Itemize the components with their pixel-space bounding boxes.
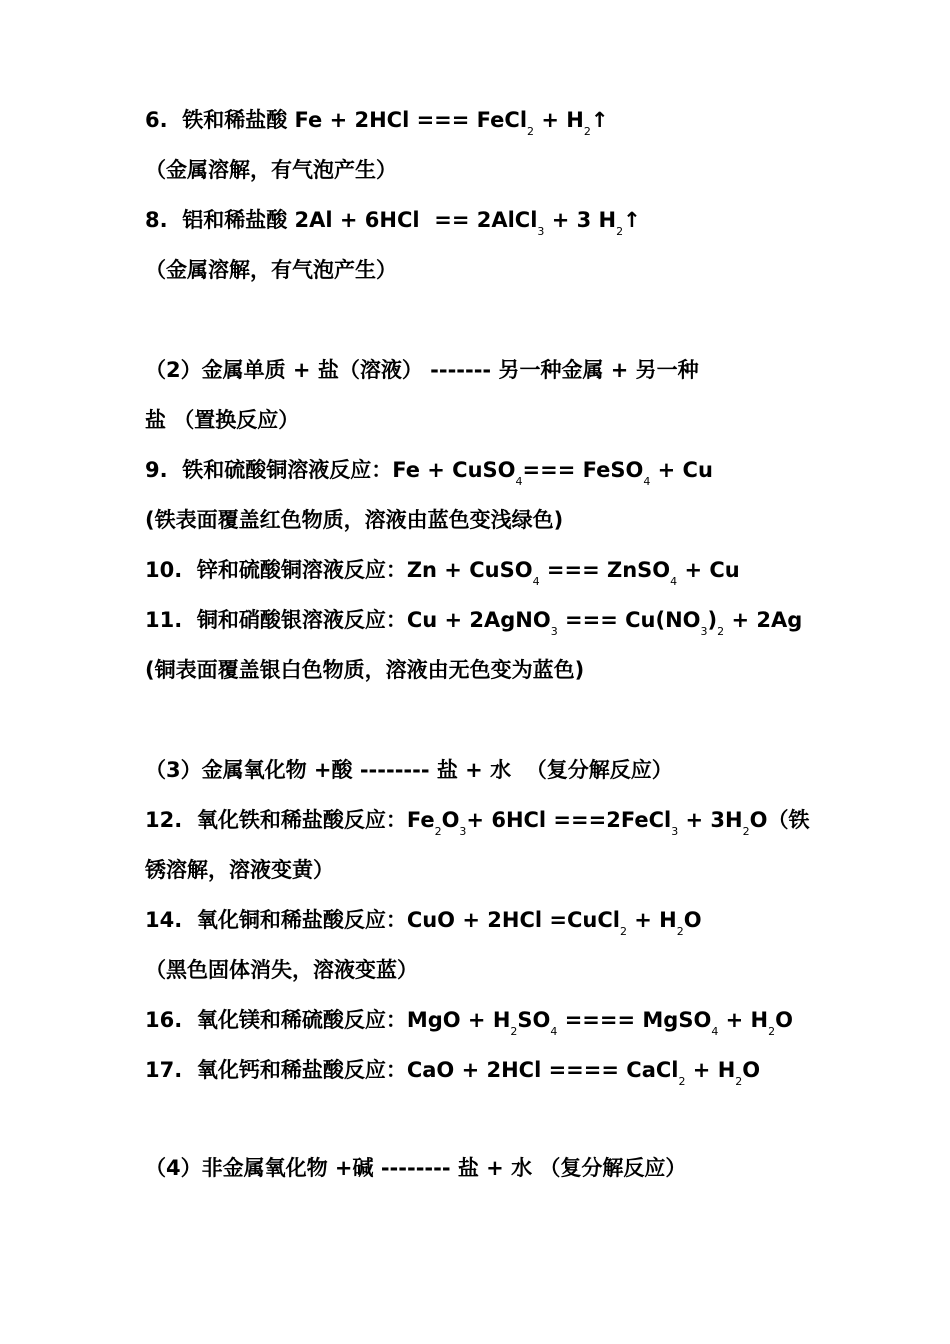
subscript: 3	[550, 625, 558, 638]
text-run: 12. 氧化铁和稀盐酸反应：Fe	[145, 808, 435, 832]
section-heading-3	[145, 750, 673, 790]
text-run: O	[683, 908, 702, 932]
text-run: （金属溶解，有气泡产生）	[145, 158, 397, 182]
text-run: + Cu	[650, 458, 713, 482]
text-run: O（铁	[749, 808, 810, 832]
text-run: + 6HCl ===2FeCl	[466, 808, 672, 832]
text-run: + 2Ag	[724, 608, 803, 632]
text-run: 16. 氧化镁和稀硫酸反应：MgO + H	[145, 1008, 511, 1032]
equation-line-12	[145, 800, 809, 840]
text-run: 14. 氧化铜和稀盐酸反应：CuO + 2HCl =CuCl	[145, 908, 620, 932]
equation-line-16	[145, 1000, 793, 1040]
text-run: === Cu(NO	[557, 608, 701, 632]
text-run: 6. 铁和稀盐酸 Fe + 2HCl === FeCl	[145, 108, 528, 132]
equation-line-10	[145, 550, 740, 590]
subscript: 2	[768, 1025, 776, 1038]
subscript: 2	[717, 625, 725, 638]
text-run: + H	[534, 108, 584, 132]
subscript: 2	[619, 925, 627, 938]
text-run: O	[775, 1008, 793, 1032]
text-run: )	[707, 608, 718, 632]
subscript: 4	[550, 1025, 558, 1038]
subscript: 2	[527, 125, 535, 138]
subscript: 4	[532, 575, 540, 588]
subscript: 2	[742, 825, 750, 838]
subscript: 2	[583, 125, 591, 138]
equation-line-17	[145, 1050, 760, 1090]
text-run: 8. 铝和稀盐酸 2Al + 6HCl == 2AlCl	[145, 208, 538, 232]
subscript: 3	[671, 825, 679, 838]
observation-line	[145, 950, 418, 990]
subscript: 3	[537, 225, 545, 238]
equation-line-14	[145, 900, 702, 940]
text-run: + 3H	[678, 808, 743, 832]
equation-line-12-cont	[145, 850, 334, 890]
text-run: + Cu	[677, 558, 740, 582]
section-heading-2-cont	[145, 400, 299, 440]
observation-line	[145, 250, 397, 290]
subscript: 4	[515, 475, 523, 488]
section-heading-4	[145, 1148, 686, 1188]
text-run: SO	[517, 1008, 551, 1032]
subscript: 4	[711, 1025, 719, 1038]
subscript: 2	[510, 1025, 518, 1038]
observation-line	[145, 150, 397, 190]
subscript: 2	[434, 825, 442, 838]
text-run: === ZnSO	[539, 558, 671, 582]
text-run: 9. 铁和硫酸铜溶液反应：Fe + CuSO	[145, 458, 516, 482]
equation-line-11	[145, 600, 802, 640]
text-run: + H	[685, 1058, 736, 1082]
text-run: 锈溶解，溶液变黄）	[145, 858, 334, 882]
text-run: 盐 （置换反应）	[145, 408, 300, 432]
observation-line	[145, 650, 584, 690]
text-run: （黑色固体消失，溶液变蓝）	[145, 958, 418, 982]
subscript: 2	[616, 225, 624, 238]
text-run: 11. 铜和硝酸银溶液反应：Cu + 2AgNO	[145, 608, 551, 632]
text-run: （2）金属单质 + 盐（溶液） ------- 另一种金属 + 另一种	[145, 358, 699, 382]
equation-line-8	[145, 200, 641, 240]
subscript: 3	[459, 825, 467, 838]
text-run: + H	[626, 908, 677, 932]
equation-line-6	[145, 100, 608, 140]
subscript: 3	[700, 625, 708, 638]
text-run: 17. 氧化钙和稀盐酸反应：CaO + 2HCl ==== CaCl	[145, 1058, 679, 1082]
text-run: 10. 锌和硫酸铜溶液反应：Zn + CuSO	[145, 558, 533, 582]
text-run: （3）金属氧化物 +酸 -------- 盐 + 水 （复分解反应）	[145, 758, 673, 782]
text-run: O	[742, 1058, 761, 1082]
subscript: 2	[735, 1075, 743, 1088]
subscript: 2	[678, 1075, 686, 1088]
text-run: ↑	[590, 108, 609, 132]
observation-line	[145, 500, 563, 540]
text-run: === FeSO	[522, 458, 644, 482]
subscript: 2	[676, 925, 684, 938]
text-run: (铜表面覆盖银白色物质，溶液由无色变为蓝色)	[145, 658, 585, 682]
section-heading-2	[145, 350, 699, 390]
text-run: (铁表面覆盖红色物质，溶液由蓝色变浅绿色)	[145, 508, 564, 532]
equation-line-9	[145, 450, 713, 490]
text-run: ↑	[623, 208, 641, 232]
text-run: （4）非金属氧化物 +碱 -------- 盐 + 水 （复分解反应）	[145, 1156, 687, 1180]
text-run: （金属溶解，有气泡产生）	[145, 258, 397, 282]
text-run: + 3 H	[544, 208, 617, 232]
text-run: ==== MgSO	[557, 1008, 712, 1032]
subscript: 4	[643, 475, 651, 488]
subscript: 4	[670, 575, 678, 588]
text-run: O	[441, 808, 460, 832]
text-run: + H	[718, 1008, 769, 1032]
